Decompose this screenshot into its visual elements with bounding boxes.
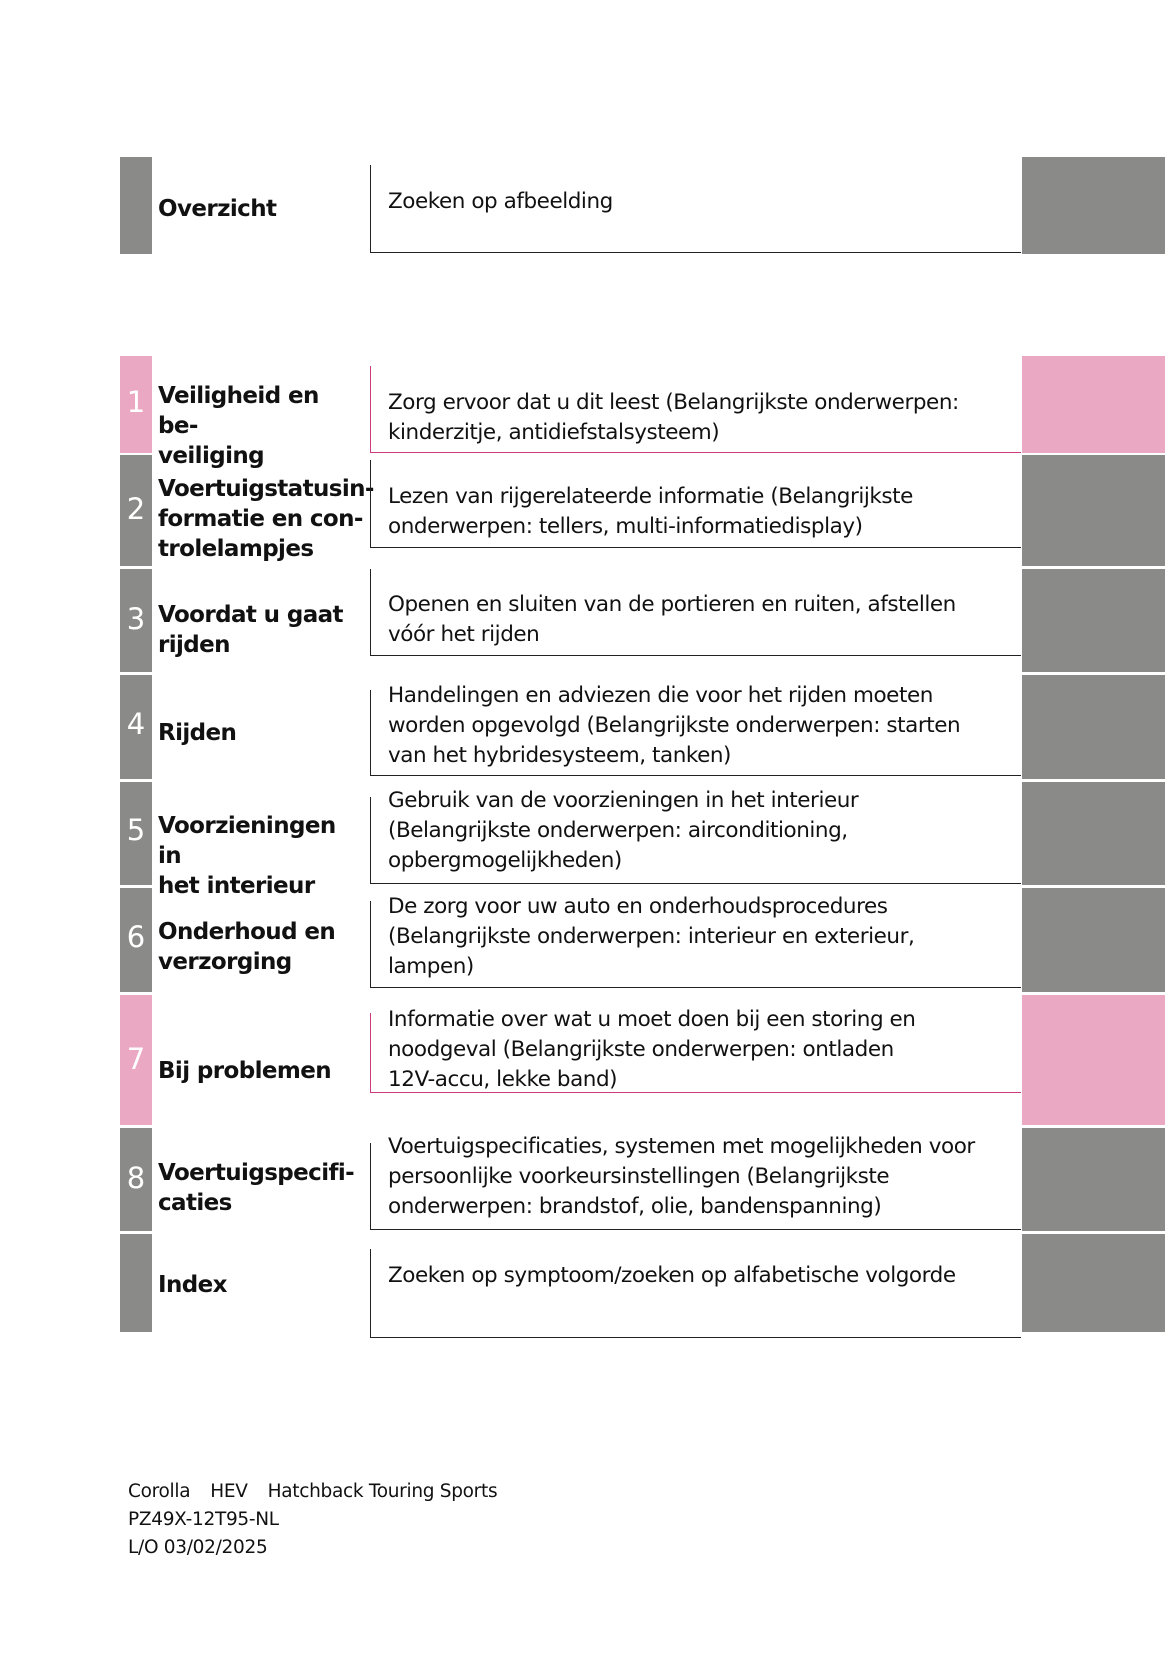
chapter-edge-tab[interactable] [1022, 1128, 1165, 1231]
chapter-tab-marker [120, 995, 152, 1125]
chapter-number: 5 [126, 813, 146, 847]
footer-code: PZ49X-12T95-NL [128, 1509, 279, 1530]
chapter-tab-marker [120, 1128, 152, 1231]
index-title: Index [158, 1272, 227, 1298]
index-row[interactable] [0, 1234, 1165, 1332]
footer-date: L/O 03/02/2025 [128, 1537, 268, 1558]
chapter-title: Veiligheid en be- veiliging [158, 383, 319, 469]
document-footer [128, 1478, 497, 1562]
chapter-description: Zorg ervoor dat u dit leest (Belangrijkste onderwerpen: kinderzitje, antidiefstalsysteem) [388, 390, 959, 445]
chapter-number: 1 [126, 385, 146, 419]
chapter-row-3[interactable] [0, 569, 1165, 672]
index-description: Zoeken op symptoom/zoeken op alfabetische volgorde [388, 1263, 956, 1288]
footer-model-line [128, 1478, 497, 1506]
chapter-row-2[interactable] [0, 455, 1165, 566]
chapter-number: 3 [126, 602, 146, 636]
footer-body: Hatchback Touring Sports [267, 1481, 498, 1502]
chapter-edge-tab[interactable] [1022, 569, 1165, 672]
chapter-edge-tab[interactable] [1022, 995, 1165, 1125]
chapter-description: Voertuigspecificaties, systemen met mogelijkheden voor persoonlijke voorkeursinstellingen (Belangrijkste onderwerpen: brandstof, olie, bandenspanning) [388, 1134, 975, 1219]
chapter-title: Voordat u gaat rijden [158, 602, 343, 658]
chapter-tab-marker [120, 675, 152, 779]
chapter-row-4[interactable] [0, 675, 1165, 779]
chapter-row-7[interactable] [0, 995, 1165, 1125]
chapter-edge-tab[interactable] [1022, 888, 1165, 992]
overview-title: Overzicht [158, 196, 277, 222]
chapter-edge-tab[interactable] [1022, 455, 1165, 566]
chapter-edge-tab[interactable] [1022, 782, 1165, 885]
chapter-tab-marker [120, 569, 152, 672]
footer-model: Corolla [128, 1481, 191, 1502]
chapter-description: Gebruik van de voorzieningen in het interieur (Belangrijkste onderwerpen: airconditioning, opbergmogelijkheden) [388, 788, 859, 873]
chapter-tab-marker [120, 888, 152, 992]
chapter-tab-marker [120, 782, 152, 885]
chapter-number: 8 [126, 1161, 146, 1195]
overview-row[interactable] [0, 157, 1165, 254]
chapter-title: Bij problemen [158, 1058, 331, 1084]
index-edge-tab[interactable] [1022, 1234, 1165, 1332]
index-tab-marker [120, 1234, 152, 1332]
chapter-description: De zorg voor uw auto en onderhoudsprocedures (Belangrijkste onderwerpen: interieur en exterieur, lampen) [388, 894, 915, 979]
chapter-description: Openen en sluiten van de portieren en ruiten, afstellen vóór het rijden [388, 592, 956, 647]
chapter-tab-marker [120, 455, 152, 566]
chapter-row-5[interactable] [0, 782, 1165, 899]
chapter-title: Voertuigstatusin- formatie en con- trolelampjes [158, 476, 374, 562]
chapter-description: Lezen van rijgerelateerde informatie (Belangrijkste onderwerpen: tellers, multi-informatiedisplay) [388, 484, 913, 539]
chapter-edge-tab[interactable] [1022, 356, 1165, 453]
footer-powertrain: HEV [210, 1481, 248, 1502]
chapter-title: Rijden [158, 720, 237, 746]
overview-edge-tab[interactable] [1022, 157, 1165, 254]
chapter-row-6[interactable] [0, 888, 1165, 992]
chapter-number: 2 [126, 492, 146, 526]
chapter-number: 7 [126, 1042, 146, 1076]
chapter-title: Voorzieningen in het interieur [158, 813, 336, 899]
chapter-number: 4 [126, 707, 146, 741]
chapter-title: Voertuigspecifi- caties [158, 1160, 355, 1216]
overview-tab-marker [120, 157, 152, 254]
chapter-number: 6 [126, 920, 146, 954]
chapter-description: Informatie over wat u moet doen bij een storing en noodgeval (Belangrijkste onderwerpen: ontladen 12V-accu, lekke band) [388, 1007, 916, 1092]
chapter-title: Onderhoud en verzorging [158, 919, 336, 975]
chapter-row-8[interactable] [0, 1128, 1165, 1231]
chapter-edge-tab[interactable] [1022, 675, 1165, 779]
chapter-tab-marker [120, 356, 152, 453]
chapter-row-1[interactable] [0, 356, 1165, 469]
overview-description: Zoeken op afbeelding [388, 189, 613, 214]
chapter-description: Handelingen en adviezen die voor het rijden moeten worden opgevolgd (Belangrijkste onderwerpen: starten van het hybridesysteem, tanken) [388, 683, 961, 768]
